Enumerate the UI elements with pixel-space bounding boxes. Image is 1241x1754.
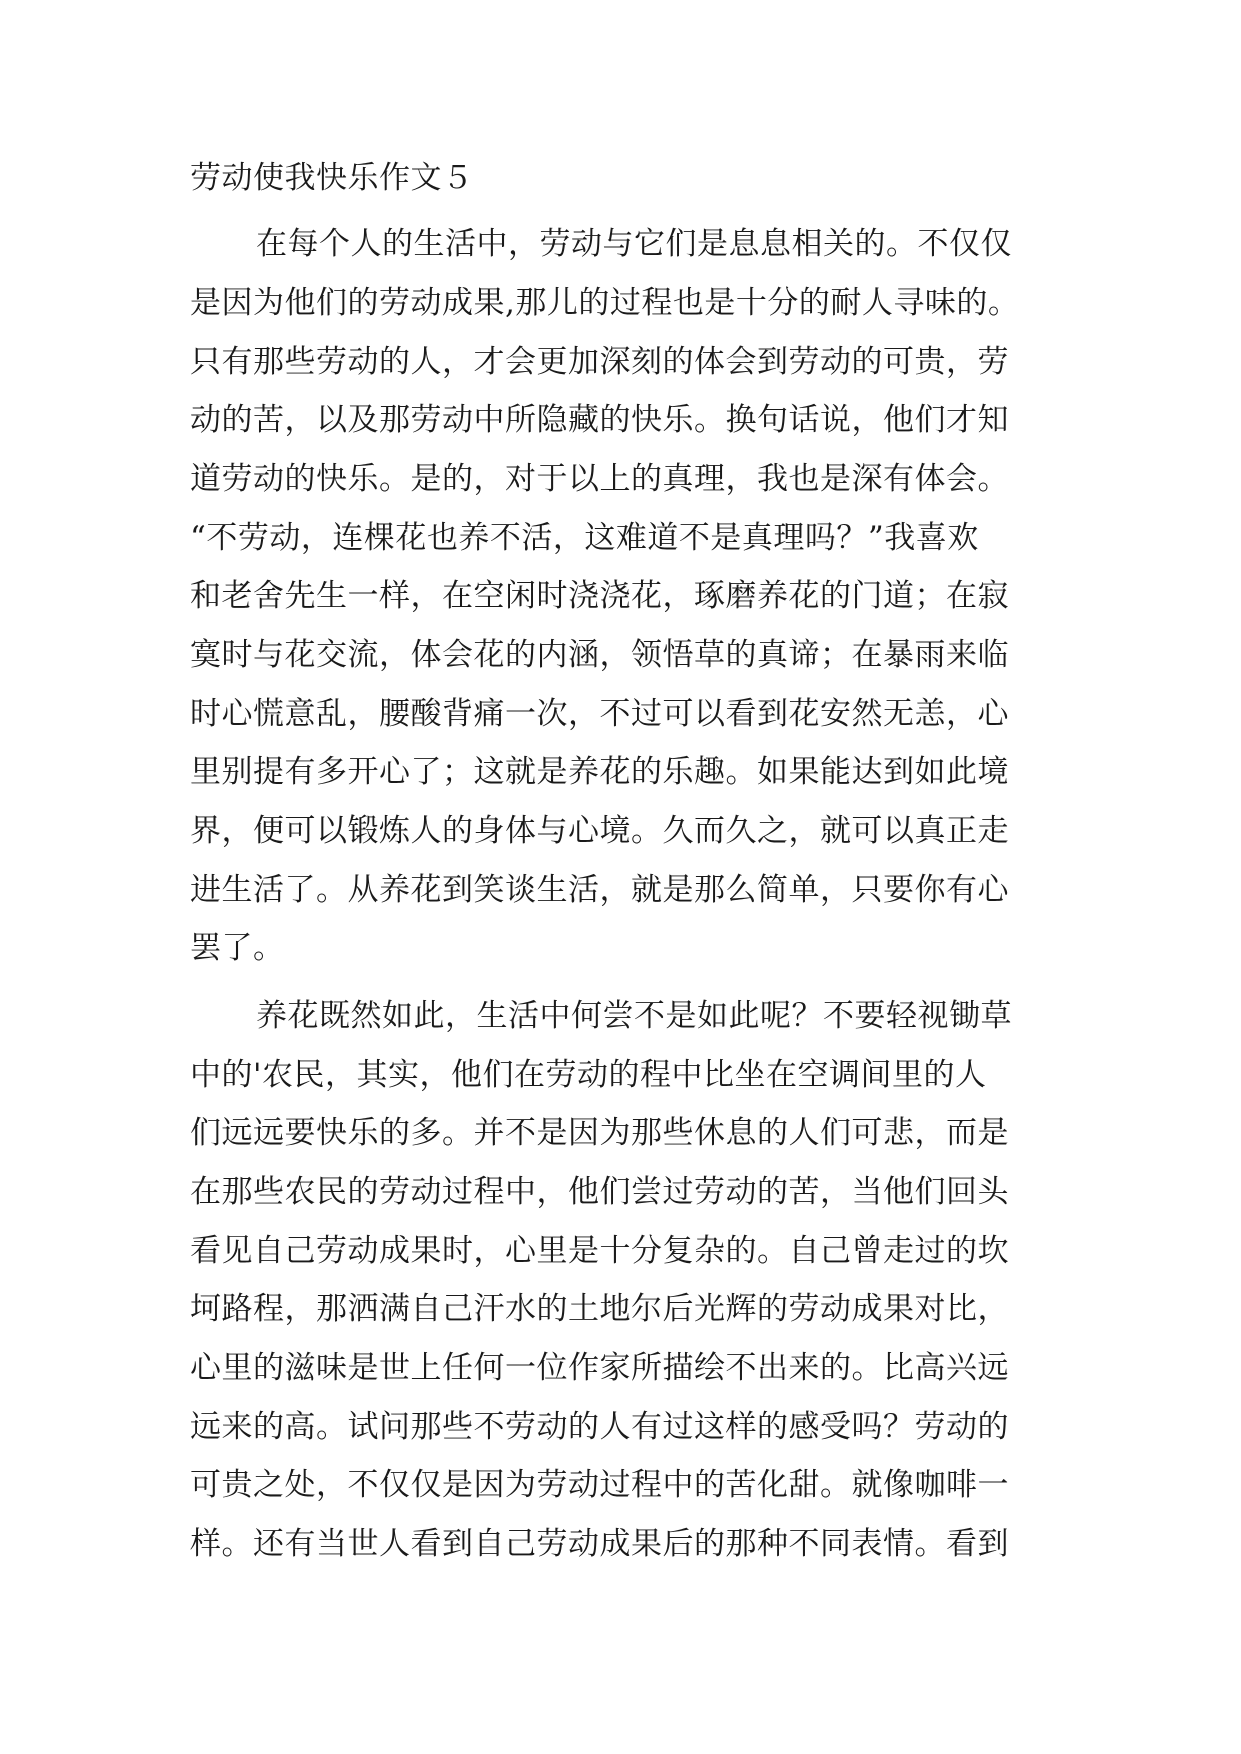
paragraph-line: 罢了。: [190, 930, 285, 966]
paragraph-line: 里别提有多开心了；这就是养花的乐趣。如果能达到如此境: [190, 754, 1009, 790]
paragraph-line: 道劳动的快乐。是的，对于以上的真理，我也是深有体会。: [190, 461, 1009, 497]
paragraph-line: 们远远要快乐的多。并不是因为那些休息的人们可悲，而是: [190, 1115, 1009, 1151]
paragraph-line: 在每个人的生活中，劳动与它们是息息相关的。不仅仅: [256, 226, 1012, 262]
paragraph-line: 时心慌意乱，腰酸背痛一次，不过可以看到花安然无恙，心: [190, 696, 1009, 732]
paragraph-line: 只有那些劳动的人，才会更加深刻的体会到劳动的可贵，劳: [190, 344, 1009, 380]
paragraph-line: 样。还有当世人看到自己劳动成果后的那种不同表情。看到: [190, 1526, 1009, 1562]
paragraph-line: 远来的高。试问那些不劳动的人有过这样的感受吗？劳动的: [190, 1409, 1009, 1445]
paragraph-line: 养花既然如此，生活中何尝不是如此呢？不要轻视锄草: [256, 998, 1012, 1034]
paragraph-line: 在那些农民的劳动过程中，他们尝过劳动的苦，当他们回头: [190, 1174, 1009, 1210]
paragraph-line: 中的'农民，其实，他们在劳动的程中比坐在空调间里的人: [190, 1057, 987, 1093]
paragraph-line: “不劳动，连棵花也养不活，这难道不是真理吗？”我喜欢: [190, 520, 979, 556]
document-title: 劳动使我快乐作文５: [190, 160, 474, 196]
paragraph-line: 是因为他们的劳动成果,那儿的过程也是十分的耐人寻味的。: [190, 285, 1020, 321]
paragraph-line: 坷路程，那洒满自己汗水的土地尔后光辉的劳动成果对比，: [190, 1291, 1009, 1327]
paragraph-line: 和老舍先生一样，在空闲时浇浇花，琢磨养花的门道；在寂: [190, 578, 1009, 614]
paragraph-line: 心里的滋味是世上任何一位作家所描绘不出来的。比高兴远: [190, 1350, 1009, 1386]
paragraph-line: 寞时与花交流，体会花的内涵，领悟草的真谛；在暴雨来临: [190, 637, 1009, 673]
paragraph-line: 动的苦，以及那劳动中所隐藏的快乐。换句话说，他们才知: [190, 402, 1009, 438]
paragraph-line: 界，便可以锻炼人的身体与心境。久而久之，就可以真正走: [190, 813, 1009, 849]
paragraph-line: 可贵之处，不仅仅是因为劳动过程中的苦化甜。就像咖啡一: [190, 1467, 1009, 1503]
paragraph-line: 进生活了。从养花到笑谈生活，就是那么简单，只要你有心: [190, 872, 1009, 908]
paragraph-line: 看见自己劳动成果时，心里是十分复杂的。自己曾走过的坎: [190, 1233, 1009, 1269]
